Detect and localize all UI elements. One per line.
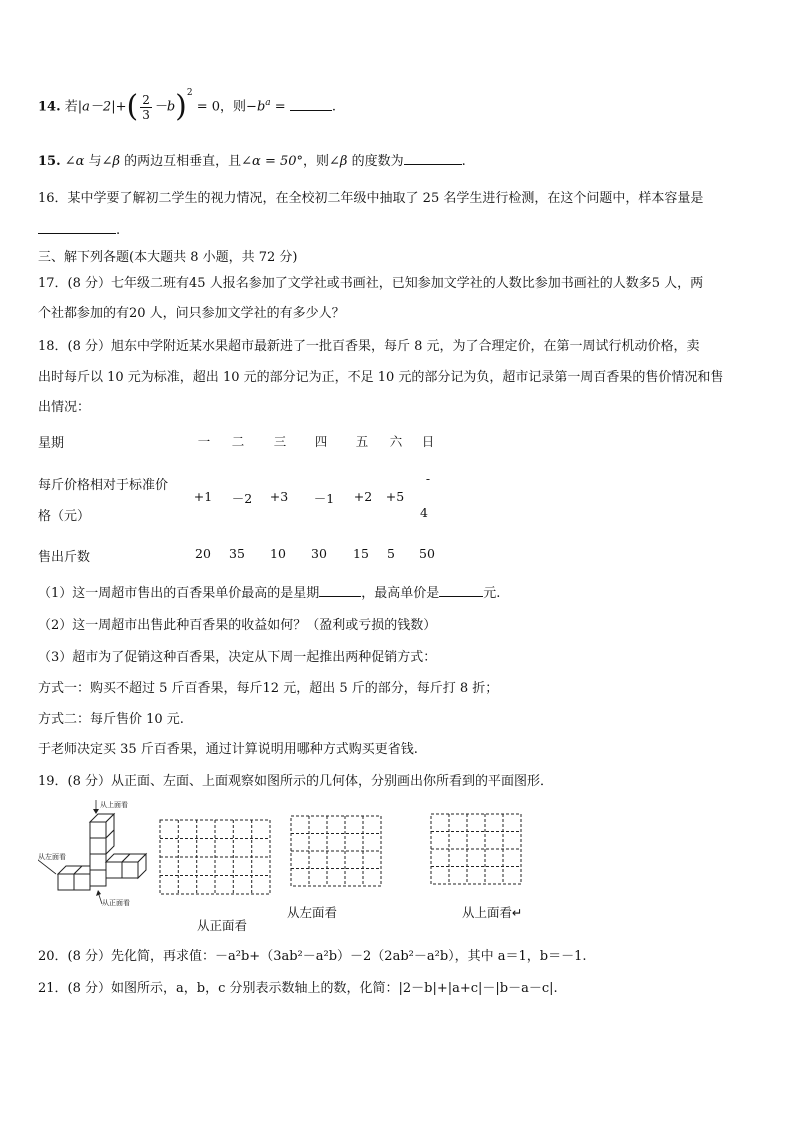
q15-yu: 与 xyxy=(84,154,102,169)
question-20: 20．(8 分）先化简，再求值：－a²b+（3ab²－a²b）－2（2ab²－a²b），其中 a＝1，b＝－1. xyxy=(38,949,587,964)
caption-top-view: 从上面看↵ xyxy=(462,905,523,920)
period: . xyxy=(331,99,336,115)
part-1-text-a: （1）这一周超市售出的百香果单价最高的是星期 xyxy=(38,586,320,601)
day-cell: 日 xyxy=(421,434,435,449)
top-view-grid xyxy=(430,813,522,885)
price-cell: －1 xyxy=(313,491,335,506)
sales-cell: 30 xyxy=(311,546,327,561)
fraction xyxy=(140,93,152,122)
question-14 xyxy=(38,88,336,124)
question-18-part-2: （2）这一周超市出售此种百香果的收益如何？（盈利或亏损的钱数） xyxy=(38,618,437,633)
question-15 xyxy=(38,150,466,169)
answer-blank[interactable] xyxy=(290,96,332,111)
question-17-line-1: 17．(8 分）七年级二班有45 人报名参加了文学社或书画社，已知参加文学社的人数比参加书画社的人数多5 人，两 xyxy=(38,276,704,291)
day-cell: 二 xyxy=(231,434,245,449)
right-paren: ) xyxy=(175,89,187,124)
sales-cell: 35 xyxy=(229,546,245,561)
part-1-text-c: 元. xyxy=(483,586,501,601)
left-paren: ( xyxy=(126,89,139,124)
sales-cell: 15 xyxy=(353,546,369,561)
q14-sup-a: a xyxy=(265,98,271,109)
row-label-sales: 售出斤数 xyxy=(38,550,91,565)
fraction-numerator: 2 xyxy=(142,92,150,107)
sales-cell: 5 xyxy=(387,546,395,561)
day-cell: 三 xyxy=(273,434,287,449)
day-cell: 五 xyxy=(355,434,369,449)
q14-eq0: = 0，则 xyxy=(196,99,247,115)
price-cell: +5 xyxy=(385,489,405,504)
answer-blank-weekday[interactable] xyxy=(319,582,361,597)
angle-beta-2: ∠β xyxy=(329,154,348,169)
q14-mid: |+ xyxy=(111,99,127,115)
label-left-view-arrow: 从左面看 xyxy=(38,853,66,861)
price-cell-sunday-sign: - xyxy=(425,471,431,486)
question-number: 14. xyxy=(38,99,61,115)
question-18-part-3: （3）超市为了促销这种百香果，决定从下周一起推出两种促销方式： xyxy=(38,650,437,665)
label-top-view-arrow: 从上面看 xyxy=(100,801,128,809)
row-label-weekday: 星期 xyxy=(38,436,65,451)
question-18-line-3: 出情况： xyxy=(38,400,91,415)
section-header: 三、解下列各题(本大题共 8 小题，共 72 分) xyxy=(38,250,298,265)
answer-blank[interactable] xyxy=(404,150,462,165)
price-cell: +1 xyxy=(193,489,213,504)
q14-pre: 若| xyxy=(64,99,83,115)
question-18-line-1: 18．(8 分）旭东中学附近某水果超市最新进了一批百香果，每斤 8 元，为了合理定价，在第一周试行机动价格，卖 xyxy=(38,339,700,354)
front-view-grid xyxy=(159,819,271,895)
label-front-view-arrow: 从正面看 xyxy=(102,899,130,907)
sales-cell: 20 xyxy=(195,546,211,561)
period: . xyxy=(461,154,466,169)
row-label-price-a: 每斤价格相对于标准价 xyxy=(38,478,169,493)
row-label-price-b: 格（元） xyxy=(38,509,91,524)
exponent: 2 xyxy=(186,88,193,99)
q15-then: ，则 xyxy=(303,154,330,169)
q14-eq: = xyxy=(270,99,290,115)
price-cell: +3 xyxy=(269,489,289,504)
q16-text: 16．某中学要了解初二学生的视力情况，在全校初二年级中抽取了 25 名学生进行检测，在这个问题中，样本容量是 xyxy=(38,191,704,206)
q14-neg-b: −b xyxy=(246,99,266,115)
angle-beta: ∠β xyxy=(101,154,120,169)
sales-cell: 10 xyxy=(270,546,286,561)
day-cell: 六 xyxy=(389,434,403,449)
day-cell: 一 xyxy=(197,434,211,449)
promotion-method-1: 方式一：购买不超过 5 斤百香果，每斤12 元，超出 5 斤的部分，每斤打 8 折； xyxy=(38,681,499,696)
question-19: 19．(8 分）从正面、左面、上面观察如图所示的几何体，分别画出你所看到的平面图形． xyxy=(38,774,554,789)
question-17-line-2: 个社都参加的有20 人，问只参加文学社的有多少人？ xyxy=(38,306,345,321)
left-view-grid xyxy=(290,815,382,887)
sales-cell: 50 xyxy=(419,546,435,561)
question-18-part-1 xyxy=(38,582,500,601)
answer-blank-price[interactable] xyxy=(439,582,483,597)
angle-alpha: ∠α xyxy=(64,154,85,169)
price-cell: －2 xyxy=(231,491,253,506)
price-cell: +2 xyxy=(353,489,373,504)
q15-text: 的两边互相垂直，且 xyxy=(120,154,242,169)
question-18-decision: 于老师决定买 35 斤百香果，通过计算说明用哪种方式购买更省钱. xyxy=(38,742,418,757)
price-cell-sunday-value: 4 xyxy=(420,505,428,520)
answer-blank[interactable] xyxy=(38,219,116,234)
day-cell: 四 xyxy=(314,434,328,449)
promotion-method-2: 方式二：每斤售价 10 元. xyxy=(38,712,184,727)
part-1-text-b: ，最高单价是 xyxy=(361,586,440,601)
q14-minus-b: －b xyxy=(153,99,176,115)
q15-condition: ∠α = 50° xyxy=(241,154,304,169)
caption-front-view: 从正面看 xyxy=(197,918,248,933)
question-16-answer-line xyxy=(38,219,120,238)
q15-text2: 的度数为 xyxy=(347,154,404,169)
period: . xyxy=(116,223,121,238)
q14-abs: a－2 xyxy=(82,99,112,115)
caption-left-view: 从左面看 xyxy=(287,905,338,920)
question-21: 21．(8 分）如图所示，a，b，c 分别表示数轴上的数，化简：|2－b|+|a+c|－|b－a－c|. xyxy=(38,981,558,996)
fraction-denominator: 3 xyxy=(142,107,150,122)
question-16 xyxy=(38,187,703,206)
question-number: 15. xyxy=(38,154,61,169)
question-18-line-2: 出时每斤以 10 元为标准，超出 10 元的部分记为正，不足 10 元的部分记为负，超市记录第一周百香果的售价情况和售 xyxy=(38,370,724,385)
